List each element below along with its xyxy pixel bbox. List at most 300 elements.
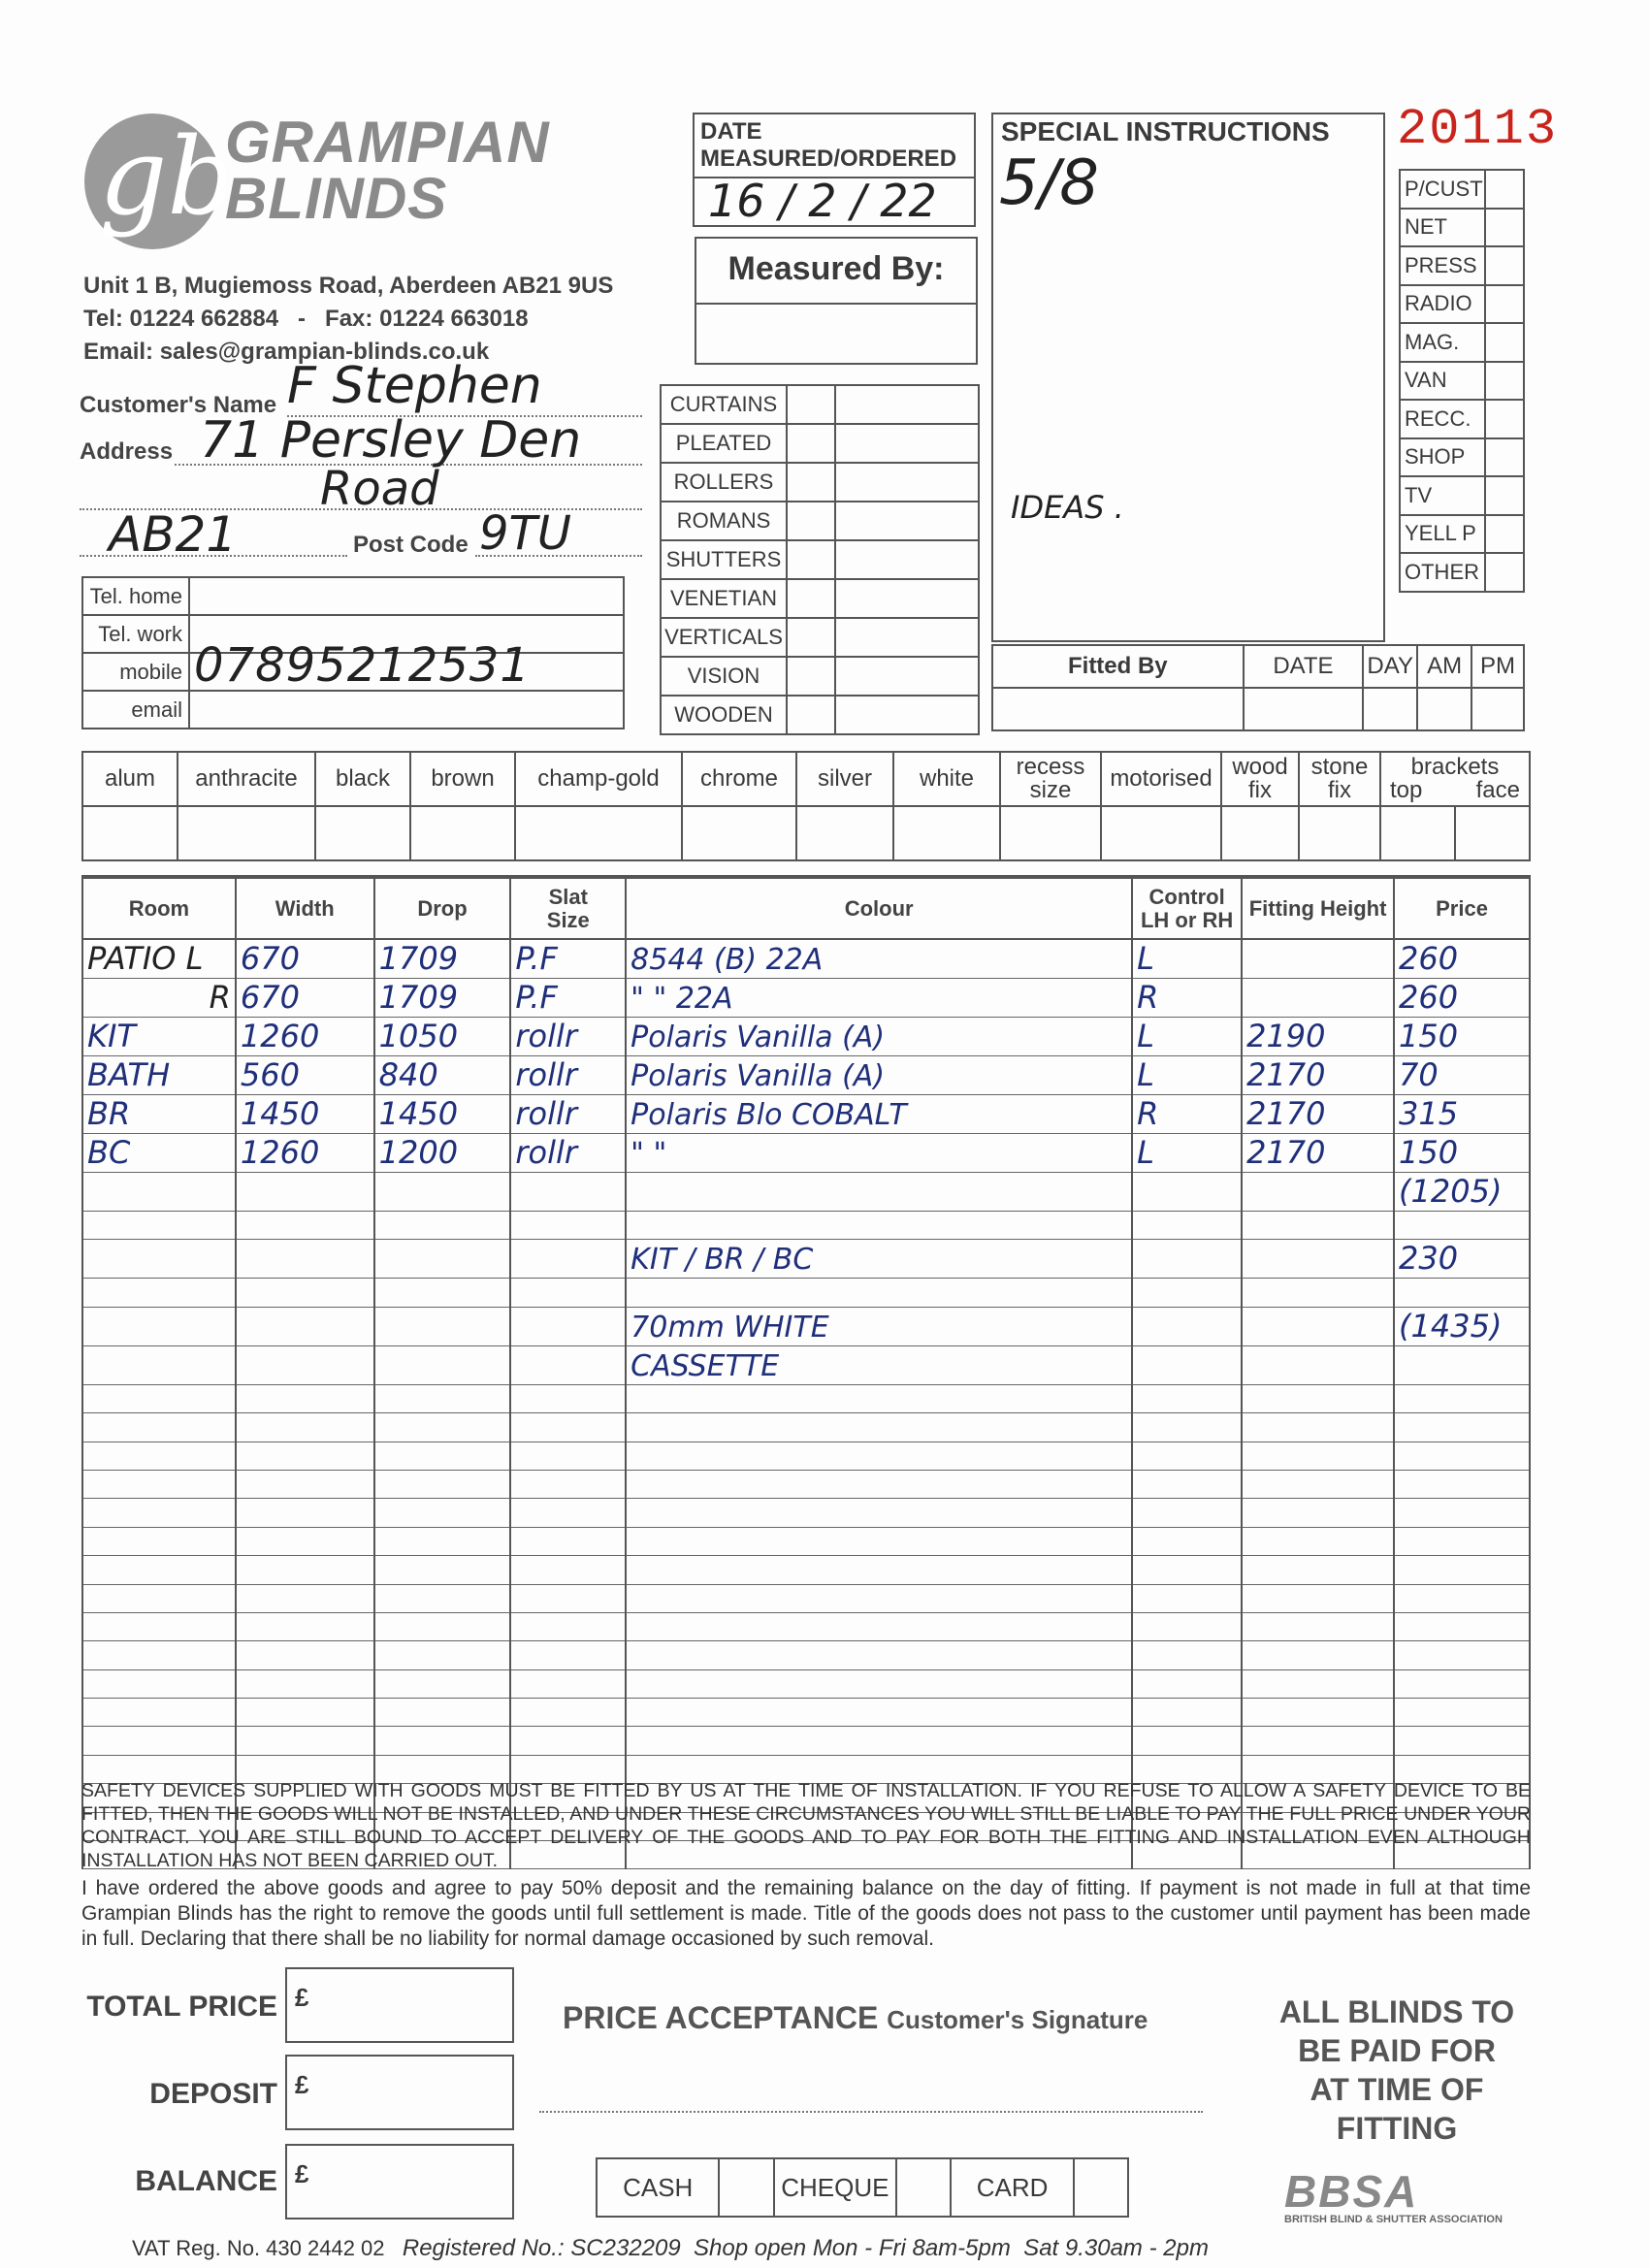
order-cell-room[interactable] bbox=[82, 1240, 236, 1279]
product-check[interactable] bbox=[787, 424, 835, 463]
order-cell-slat[interactable] bbox=[510, 1699, 626, 1727]
order-cell-drop[interactable] bbox=[374, 1018, 511, 1056]
order-cell-fitting-height[interactable] bbox=[1242, 939, 1394, 979]
order-cell-control[interactable] bbox=[1132, 1470, 1242, 1498]
order-cell-colour[interactable] bbox=[626, 1612, 1132, 1640]
product-label: CURTAINS bbox=[661, 385, 787, 424]
order-cell-room[interactable] bbox=[82, 979, 236, 1018]
deposit-field[interactable]: £ bbox=[285, 2055, 514, 2130]
order-cell-room[interactable] bbox=[82, 1584, 236, 1612]
order-cell-slat[interactable] bbox=[510, 939, 626, 979]
product-qty[interactable] bbox=[835, 424, 979, 463]
order-cell-colour[interactable] bbox=[626, 1641, 1132, 1669]
check-chrome[interactable] bbox=[682, 806, 796, 860]
order-cell-fitting-height[interactable] bbox=[1242, 1442, 1394, 1470]
contact-row-email bbox=[82, 691, 624, 729]
address-value-1[interactable]: 71 Persley Den bbox=[200, 411, 582, 470]
order-value-price: (1205) bbox=[1399, 1173, 1503, 1210]
order-cell-colour[interactable] bbox=[626, 1470, 1132, 1498]
order-cell-colour[interactable] bbox=[626, 1279, 1132, 1307]
order-cell-control[interactable] bbox=[1132, 1134, 1242, 1173]
signature-line[interactable] bbox=[539, 2111, 1203, 2113]
order-cell-colour[interactable] bbox=[626, 1499, 1132, 1527]
fitted-date-field[interactable] bbox=[1244, 688, 1364, 730]
order-cell-width[interactable] bbox=[236, 1470, 374, 1498]
product-check[interactable] bbox=[787, 618, 835, 657]
order-row bbox=[82, 1442, 1530, 1470]
order-value-price: 70 bbox=[1399, 1056, 1439, 1093]
address-value-3[interactable]: AB21 bbox=[109, 506, 238, 563]
finish-chrome: chrome bbox=[682, 752, 796, 806]
order-value-drop: 1709 bbox=[378, 979, 459, 1016]
product-qty[interactable] bbox=[835, 385, 979, 424]
product-qty[interactable] bbox=[835, 618, 979, 657]
order-cell-room[interactable] bbox=[82, 1173, 236, 1212]
order-cell-control[interactable] bbox=[1132, 1669, 1242, 1698]
media-check[interactable] bbox=[1485, 170, 1524, 209]
order-cell-slat[interactable] bbox=[510, 1134, 626, 1173]
order-cell-width[interactable] bbox=[236, 1134, 374, 1173]
product-check[interactable] bbox=[787, 696, 835, 734]
order-cell-price[interactable] bbox=[1394, 1384, 1530, 1412]
order-cell-control[interactable] bbox=[1132, 1279, 1242, 1307]
order-cell-slat[interactable] bbox=[510, 1669, 626, 1698]
order-cell-slat[interactable] bbox=[510, 1384, 626, 1412]
order-cell-colour[interactable] bbox=[626, 1699, 1132, 1727]
order-cell-width[interactable] bbox=[236, 1727, 374, 1755]
order-cell-price[interactable] bbox=[1394, 979, 1530, 1018]
order-cell-colour[interactable] bbox=[626, 1240, 1132, 1279]
order-cell-width[interactable] bbox=[236, 1442, 374, 1470]
order-cell-slat[interactable] bbox=[510, 1527, 626, 1555]
order-cell-colour[interactable] bbox=[626, 1384, 1132, 1412]
order-cell-control[interactable] bbox=[1132, 1584, 1242, 1612]
order-cell-drop[interactable] bbox=[374, 1499, 511, 1527]
order-cell-drop[interactable] bbox=[374, 1413, 511, 1442]
check-brown[interactable] bbox=[410, 806, 515, 860]
order-cell-colour[interactable] bbox=[626, 1018, 1132, 1056]
order-cell-price[interactable] bbox=[1394, 1134, 1530, 1173]
check-black[interactable] bbox=[315, 806, 410, 860]
payment-method-row bbox=[597, 2158, 1128, 2217]
order-cell-price[interactable] bbox=[1394, 1095, 1530, 1134]
media-check[interactable] bbox=[1485, 553, 1524, 592]
order-cell-fitting-height[interactable] bbox=[1242, 1212, 1394, 1240]
fitted-by-field[interactable] bbox=[992, 688, 1244, 730]
header-width: Width bbox=[236, 877, 374, 939]
product-row bbox=[661, 696, 979, 734]
order-cell-fitting-height[interactable] bbox=[1242, 1279, 1394, 1307]
order-value-slat: P.F bbox=[515, 940, 558, 977]
order-cell-slat[interactable] bbox=[510, 1641, 626, 1669]
order-cell-width[interactable] bbox=[236, 979, 374, 1018]
order-cell-drop[interactable] bbox=[374, 1527, 511, 1555]
order-cell-slat[interactable] bbox=[510, 1612, 626, 1640]
order-cell-room[interactable] bbox=[82, 1442, 236, 1470]
order-cell-fitting-height[interactable] bbox=[1242, 1612, 1394, 1640]
order-cell-slat[interactable] bbox=[510, 1279, 626, 1307]
order-cell-width[interactable] bbox=[236, 1641, 374, 1669]
order-cell-width[interactable] bbox=[236, 1307, 374, 1345]
order-cell-colour[interactable] bbox=[626, 1056, 1132, 1095]
order-cell-fitting-height[interactable] bbox=[1242, 1727, 1394, 1755]
order-cell-slat[interactable] bbox=[510, 979, 626, 1018]
address-value-2[interactable]: Road bbox=[320, 462, 439, 516]
order-cell-fitting-height[interactable] bbox=[1242, 1307, 1394, 1345]
order-value-price: 315 bbox=[1399, 1095, 1459, 1132]
special-instructions-note-1[interactable]: 5/8 bbox=[999, 147, 1099, 219]
order-cell-price[interactable] bbox=[1394, 1584, 1530, 1612]
tel-home-label: Tel. home bbox=[82, 577, 189, 615]
order-cell-width[interactable] bbox=[236, 1584, 374, 1612]
order-cell-slat[interactable] bbox=[510, 1307, 626, 1345]
order-cell-room[interactable] bbox=[82, 1134, 236, 1173]
order-cell-control[interactable] bbox=[1132, 1556, 1242, 1584]
order-cell-slat[interactable] bbox=[510, 1556, 626, 1584]
order-cell-room[interactable] bbox=[82, 1527, 236, 1555]
order-cell-slat[interactable] bbox=[510, 1413, 626, 1442]
order-value-price: 230 bbox=[1399, 1240, 1459, 1278]
order-cell-room[interactable] bbox=[82, 1641, 236, 1669]
order-cell-room[interactable] bbox=[82, 1056, 236, 1095]
order-cell-drop[interactable] bbox=[374, 1134, 511, 1173]
order-cell-control[interactable] bbox=[1132, 1173, 1242, 1212]
order-cell-fitting-height[interactable] bbox=[1242, 1134, 1394, 1173]
order-row bbox=[82, 1173, 1530, 1212]
order-cell-width[interactable] bbox=[236, 1212, 374, 1240]
order-cell-fitting-height[interactable] bbox=[1242, 1499, 1394, 1527]
order-cell-control[interactable] bbox=[1132, 1727, 1242, 1755]
order-cell-colour[interactable] bbox=[626, 1413, 1132, 1442]
order-cell-colour[interactable] bbox=[626, 1095, 1132, 1134]
order-cell-price[interactable] bbox=[1394, 939, 1530, 979]
check-anthracite[interactable] bbox=[178, 806, 315, 860]
media-check[interactable] bbox=[1485, 476, 1524, 515]
order-cell-fitting-height[interactable] bbox=[1242, 1018, 1394, 1056]
order-cell-control[interactable] bbox=[1132, 1345, 1242, 1384]
order-cell-fitting-height[interactable] bbox=[1242, 1470, 1394, 1498]
order-cell-fitting-height[interactable] bbox=[1242, 1413, 1394, 1442]
order-cell-room[interactable] bbox=[82, 1384, 236, 1412]
fitted-day-field[interactable] bbox=[1363, 688, 1417, 730]
order-cell-price[interactable] bbox=[1394, 1173, 1530, 1212]
order-cell-control[interactable] bbox=[1132, 1018, 1242, 1056]
product-row bbox=[661, 385, 979, 424]
media-check[interactable] bbox=[1485, 362, 1524, 401]
order-cell-room[interactable] bbox=[82, 1612, 236, 1640]
product-qty[interactable] bbox=[835, 540, 979, 579]
order-cell-price[interactable] bbox=[1394, 1556, 1530, 1584]
payment-cheque-check[interactable] bbox=[896, 2158, 951, 2217]
order-cell-fitting-height[interactable] bbox=[1242, 1345, 1394, 1384]
order-cell-drop[interactable] bbox=[374, 1173, 511, 1212]
order-cell-width[interactable] bbox=[236, 1384, 374, 1412]
order-cell-fitting-height[interactable] bbox=[1242, 979, 1394, 1018]
order-cell-width[interactable] bbox=[236, 1527, 374, 1555]
order-cell-slat[interactable] bbox=[510, 1212, 626, 1240]
order-cell-price[interactable] bbox=[1394, 1612, 1530, 1640]
order-cell-drop[interactable] bbox=[374, 939, 511, 979]
order-cell-drop[interactable] bbox=[374, 1212, 511, 1240]
order-cell-control[interactable] bbox=[1132, 1384, 1242, 1412]
order-cell-price[interactable] bbox=[1394, 1669, 1530, 1698]
order-cell-drop[interactable] bbox=[374, 1240, 511, 1279]
order-cell-fitting-height[interactable] bbox=[1242, 1527, 1394, 1555]
postcode-value[interactable]: 9TU bbox=[479, 506, 571, 561]
product-qty[interactable] bbox=[835, 657, 979, 696]
measured-by-field[interactable] bbox=[696, 305, 976, 361]
order-cell-width[interactable] bbox=[236, 1669, 374, 1698]
balance-field[interactable]: £ bbox=[285, 2144, 514, 2219]
order-cell-drop[interactable] bbox=[374, 1095, 511, 1134]
order-cell-width[interactable] bbox=[236, 1345, 374, 1384]
order-cell-colour[interactable] bbox=[626, 979, 1132, 1018]
order-cell-room[interactable] bbox=[82, 1018, 236, 1056]
order-cell-fitting-height[interactable] bbox=[1242, 1669, 1394, 1698]
order-table bbox=[81, 875, 1531, 1869]
order-cell-width[interactable] bbox=[236, 1612, 374, 1640]
order-cell-drop[interactable] bbox=[374, 1384, 511, 1412]
order-cell-width[interactable] bbox=[236, 1279, 374, 1307]
order-cell-control[interactable] bbox=[1132, 1499, 1242, 1527]
check-wood-fix[interactable] bbox=[1221, 806, 1299, 860]
check-brackets-face[interactable] bbox=[1455, 806, 1530, 860]
order-cell-price[interactable] bbox=[1394, 1279, 1530, 1307]
product-check[interactable] bbox=[787, 540, 835, 579]
check-white[interactable] bbox=[893, 806, 1000, 860]
order-cell-colour[interactable] bbox=[626, 1727, 1132, 1755]
order-cell-width[interactable] bbox=[236, 1240, 374, 1279]
payment-cash-check[interactable] bbox=[719, 2158, 773, 2217]
mobile-field[interactable] bbox=[189, 638, 624, 693]
order-cell-fitting-height[interactable] bbox=[1242, 1556, 1394, 1584]
order-cell-control[interactable] bbox=[1132, 1641, 1242, 1669]
order-cell-price[interactable] bbox=[1394, 1345, 1530, 1384]
order-cell-drop[interactable] bbox=[374, 1641, 511, 1669]
order-cell-price[interactable] bbox=[1394, 1727, 1530, 1755]
order-cell-price[interactable] bbox=[1394, 1018, 1530, 1056]
order-cell-colour[interactable] bbox=[626, 1173, 1132, 1212]
order-cell-slat[interactable] bbox=[510, 1240, 626, 1279]
product-qty[interactable] bbox=[835, 463, 979, 502]
check-stone-fix[interactable] bbox=[1299, 806, 1380, 860]
product-qty[interactable] bbox=[835, 579, 979, 618]
order-cell-colour[interactable] bbox=[626, 1527, 1132, 1555]
order-cell-drop[interactable] bbox=[374, 1556, 511, 1584]
order-cell-room[interactable] bbox=[82, 1470, 236, 1498]
order-cell-control[interactable] bbox=[1132, 1699, 1242, 1727]
order-cell-drop[interactable] bbox=[374, 1279, 511, 1307]
total-price-field[interactable]: £ bbox=[285, 1967, 514, 2043]
order-cell-price[interactable] bbox=[1394, 1212, 1530, 1240]
order-cell-room[interactable] bbox=[82, 1413, 236, 1442]
check-alum[interactable] bbox=[82, 806, 178, 860]
order-cell-room[interactable] bbox=[82, 939, 236, 979]
check-brackets-top[interactable] bbox=[1380, 806, 1455, 860]
media-row bbox=[1400, 553, 1524, 592]
order-cell-room[interactable] bbox=[82, 1279, 236, 1307]
order-cell-width[interactable] bbox=[236, 1173, 374, 1212]
order-cell-colour[interactable] bbox=[626, 1442, 1132, 1470]
order-cell-price[interactable] bbox=[1394, 1641, 1530, 1669]
order-cell-slat[interactable] bbox=[510, 1095, 626, 1134]
order-cell-fitting-height[interactable] bbox=[1242, 1056, 1394, 1095]
payment-disclaimer: I have ordered the above goods and agree to pay 50% deposit and the remaining balance on the day of fitting. If payment is not made in full at that time Grampian Blinds has the right to remove the goods until full settlement is made. Title of the goods does not pass to the customer until payment has been made in full. Declaring that there shall be no liability for normal damage occasioned by such removal. bbox=[81, 1877, 1531, 1950]
media-check[interactable] bbox=[1485, 400, 1524, 438]
order-cell-width[interactable] bbox=[236, 1413, 374, 1442]
order-value-slat: rollr bbox=[515, 1018, 578, 1054]
product-check[interactable] bbox=[787, 385, 835, 424]
order-cell-colour[interactable] bbox=[626, 1669, 1132, 1698]
order-cell-drop[interactable] bbox=[374, 1699, 511, 1727]
media-check[interactable] bbox=[1485, 515, 1524, 554]
fitted-pm-field[interactable] bbox=[1471, 688, 1524, 730]
order-cell-width[interactable] bbox=[236, 1018, 374, 1056]
order-cell-width[interactable] bbox=[236, 1699, 374, 1727]
product-row bbox=[661, 463, 979, 502]
order-cell-room[interactable] bbox=[82, 1699, 236, 1727]
product-qty[interactable] bbox=[835, 502, 979, 540]
order-cell-width[interactable] bbox=[236, 939, 374, 979]
order-cell-drop[interactable] bbox=[374, 979, 511, 1018]
order-cell-slat[interactable] bbox=[510, 1018, 626, 1056]
media-check[interactable] bbox=[1485, 323, 1524, 362]
order-cell-width[interactable] bbox=[236, 1095, 374, 1134]
email-field[interactable] bbox=[189, 691, 624, 729]
order-cell-slat[interactable] bbox=[510, 1442, 626, 1470]
order-cell-price[interactable] bbox=[1394, 1699, 1530, 1727]
registered-info: Registered No.: SC232209 Shop open Mon - Fri 8am-5pm Sat 9.30am - 2pm bbox=[402, 2235, 1209, 2261]
order-cell-drop[interactable] bbox=[374, 1727, 511, 1755]
tel-home-field[interactable] bbox=[189, 577, 624, 615]
order-cell-control[interactable] bbox=[1132, 939, 1242, 979]
order-cell-colour[interactable] bbox=[626, 1584, 1132, 1612]
order-cell-price[interactable] bbox=[1394, 1499, 1530, 1527]
order-cell-width[interactable] bbox=[236, 1556, 374, 1584]
order-cell-drop[interactable] bbox=[374, 1307, 511, 1345]
order-cell-fitting-height[interactable] bbox=[1242, 1173, 1394, 1212]
order-value-control: L bbox=[1137, 1056, 1154, 1093]
product-row bbox=[661, 618, 979, 657]
order-cell-drop[interactable] bbox=[374, 1345, 511, 1384]
order-cell-slat[interactable] bbox=[510, 1173, 626, 1212]
order-cell-price[interactable] bbox=[1394, 1056, 1530, 1095]
order-cell-drop[interactable] bbox=[374, 1470, 511, 1498]
order-cell-slat[interactable] bbox=[510, 1470, 626, 1498]
payment-card-check[interactable] bbox=[1074, 2158, 1128, 2217]
header-control: Control LH or RH bbox=[1132, 877, 1242, 939]
order-cell-room[interactable] bbox=[82, 1499, 236, 1527]
order-cell-room[interactable] bbox=[82, 1669, 236, 1698]
order-cell-room[interactable] bbox=[82, 1307, 236, 1345]
customer-name-value[interactable]: F Stephen bbox=[287, 357, 542, 415]
order-cell-control[interactable] bbox=[1132, 1212, 1242, 1240]
order-cell-fitting-height[interactable] bbox=[1242, 1584, 1394, 1612]
order-cell-fitting-height[interactable] bbox=[1242, 1095, 1394, 1134]
order-cell-drop[interactable] bbox=[374, 1584, 511, 1612]
order-cell-control[interactable] bbox=[1132, 1240, 1242, 1279]
order-cell-price[interactable] bbox=[1394, 1442, 1530, 1470]
order-cell-control[interactable] bbox=[1132, 1307, 1242, 1345]
order-cell-width[interactable] bbox=[236, 1499, 374, 1527]
check-recess-size[interactable] bbox=[1000, 806, 1101, 860]
order-cell-fitting-height[interactable] bbox=[1242, 1384, 1394, 1412]
order-cell-fitting-height[interactable] bbox=[1242, 1641, 1394, 1669]
finish-stone-fix: stone fix bbox=[1299, 752, 1380, 806]
fitted-am-field[interactable] bbox=[1417, 688, 1471, 730]
order-cell-slat[interactable] bbox=[510, 1584, 626, 1612]
order-cell-room[interactable] bbox=[82, 1212, 236, 1240]
product-qty[interactable] bbox=[835, 696, 979, 734]
order-value-slat: rollr bbox=[515, 1095, 578, 1132]
special-instructions-note-2[interactable]: IDEAS . bbox=[1011, 489, 1124, 526]
order-cell-colour[interactable] bbox=[626, 1345, 1132, 1384]
product-check[interactable] bbox=[787, 657, 835, 696]
order-cell-fitting-height[interactable] bbox=[1242, 1699, 1394, 1727]
order-header-row bbox=[82, 877, 1530, 939]
order-cell-price[interactable] bbox=[1394, 1307, 1530, 1345]
order-cell-control[interactable] bbox=[1132, 1527, 1242, 1555]
order-cell-colour[interactable] bbox=[626, 1556, 1132, 1584]
order-cell-room[interactable] bbox=[82, 1095, 236, 1134]
product-check[interactable] bbox=[787, 463, 835, 502]
order-cell-slat[interactable] bbox=[510, 1056, 626, 1095]
order-cell-price[interactable] bbox=[1394, 1413, 1530, 1442]
order-cell-colour[interactable] bbox=[626, 939, 1132, 979]
product-check[interactable] bbox=[787, 579, 835, 618]
order-cell-price[interactable] bbox=[1394, 1240, 1530, 1279]
order-cell-drop[interactable] bbox=[374, 1442, 511, 1470]
order-cell-slat[interactable] bbox=[510, 1727, 626, 1755]
media-check[interactable] bbox=[1485, 285, 1524, 324]
order-cell-drop[interactable] bbox=[374, 1669, 511, 1698]
order-cell-fitting-height[interactable] bbox=[1242, 1240, 1394, 1279]
order-cell-width[interactable] bbox=[236, 1056, 374, 1095]
order-cell-control[interactable] bbox=[1132, 979, 1242, 1018]
order-cell-control[interactable] bbox=[1132, 1095, 1242, 1134]
date-value[interactable]: 16 / 2 / 22 bbox=[708, 175, 937, 227]
order-cell-control[interactable] bbox=[1132, 1056, 1242, 1095]
media-check[interactable] bbox=[1485, 209, 1524, 247]
order-cell-control[interactable] bbox=[1132, 1413, 1242, 1442]
order-cell-colour[interactable] bbox=[626, 1134, 1132, 1173]
fitted-date-label: DATE bbox=[1244, 645, 1364, 688]
order-cell-room[interactable] bbox=[82, 1727, 236, 1755]
contact-row-tel-home bbox=[82, 577, 624, 615]
order-cell-colour[interactable] bbox=[626, 1307, 1132, 1345]
order-cell-control[interactable] bbox=[1132, 1442, 1242, 1470]
order-cell-control[interactable] bbox=[1132, 1612, 1242, 1640]
order-cell-colour[interactable] bbox=[626, 1212, 1132, 1240]
media-check[interactable] bbox=[1485, 246, 1524, 285]
order-cell-price[interactable] bbox=[1394, 1527, 1530, 1555]
check-champ-gold[interactable] bbox=[515, 806, 682, 860]
order-cell-drop[interactable] bbox=[374, 1612, 511, 1640]
order-cell-slat[interactable] bbox=[510, 1499, 626, 1527]
order-value-control: R bbox=[1137, 1095, 1159, 1132]
order-cell-price[interactable] bbox=[1394, 1470, 1530, 1498]
check-motorised[interactable] bbox=[1101, 806, 1221, 860]
product-check[interactable] bbox=[787, 502, 835, 540]
order-cell-drop[interactable] bbox=[374, 1056, 511, 1095]
check-silver[interactable] bbox=[796, 806, 893, 860]
order-row bbox=[82, 1018, 1530, 1056]
media-check[interactable] bbox=[1485, 438, 1524, 477]
order-cell-room[interactable] bbox=[82, 1556, 236, 1584]
order-value-price: 150 bbox=[1399, 1134, 1459, 1171]
order-cell-room[interactable] bbox=[82, 1345, 236, 1384]
order-cell-slat[interactable] bbox=[510, 1345, 626, 1384]
